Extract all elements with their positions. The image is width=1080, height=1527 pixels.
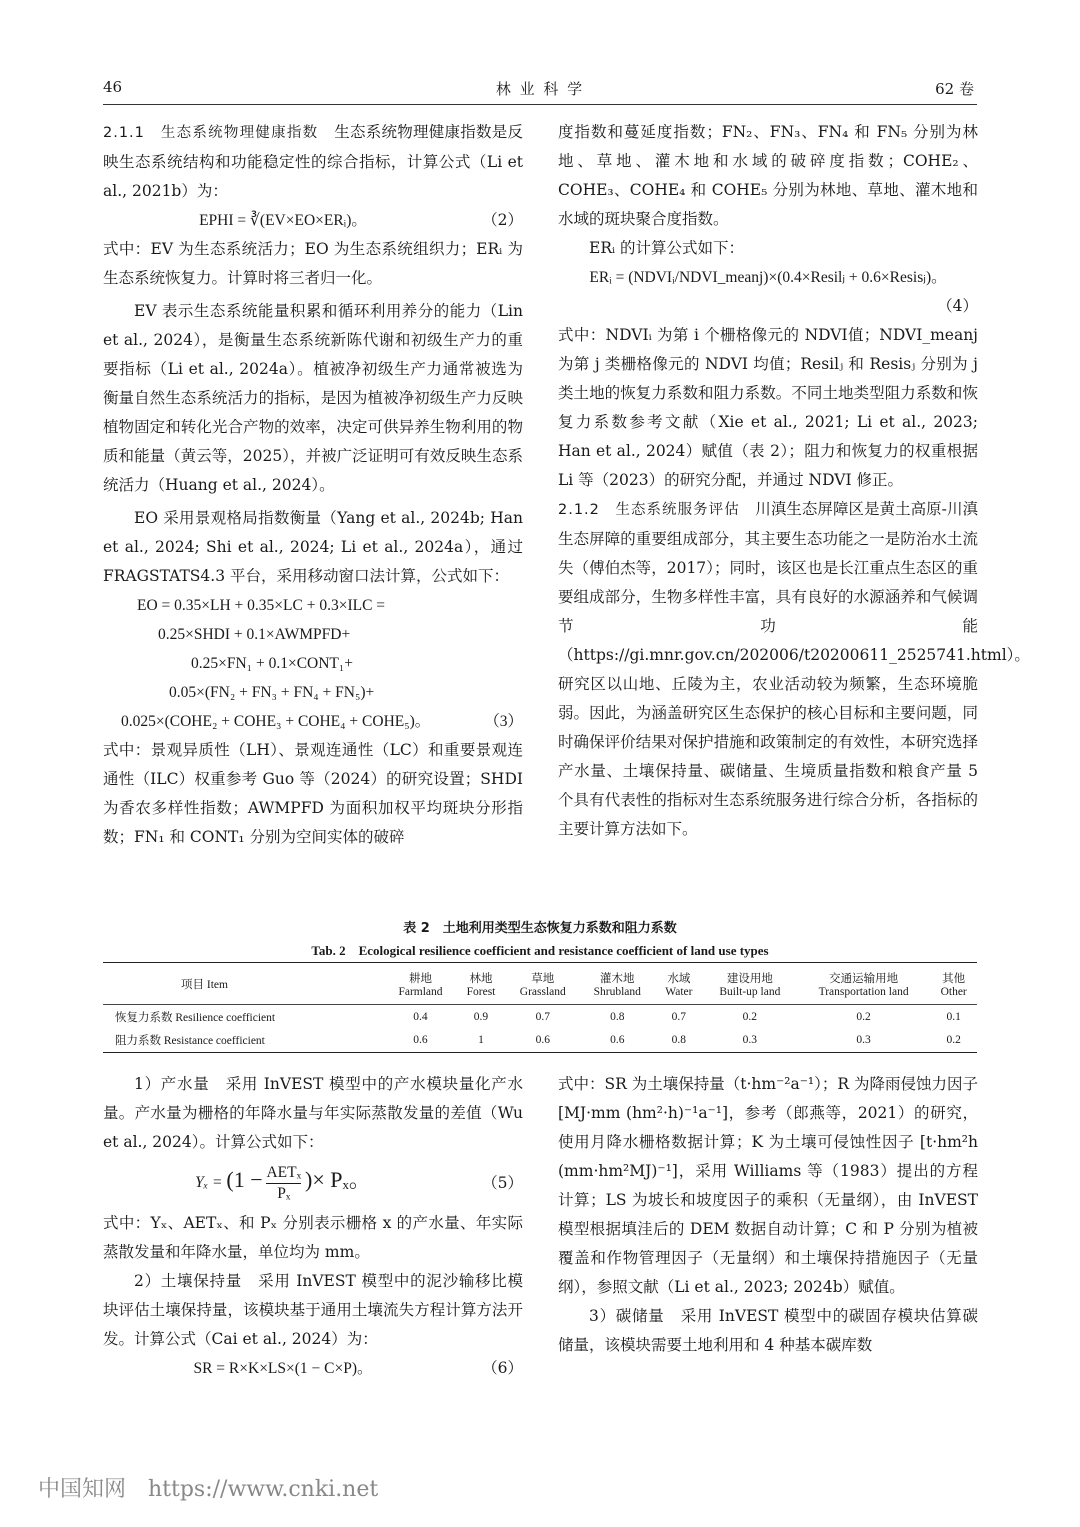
table-header-cell: 草地 Grassland bbox=[519, 972, 566, 998]
table-header-cell: 耕地 Farmland bbox=[398, 972, 443, 998]
table-header-cell: 灌木地 Shrubland bbox=[593, 972, 641, 998]
table-header-row bbox=[103, 963, 977, 1005]
equation-line: EO = 0.35×LH + 0.35×LC + 0.3×ILC = bbox=[137, 597, 386, 614]
paragraph: EO 采用景观格局指数衡量（Yang et al., 2024b; Han et al., 2024; Shi et al., 2024; Li et al., 2024a），通过 FRAGSTATS4.3 平台，采用移动窗口法计算，公式如下： bbox=[103, 509, 523, 585]
cnki-watermark: 中国知网 https://www.cnki.net bbox=[38, 1477, 379, 1502]
paragraph: ERᵢ 的计算公式如下： bbox=[589, 239, 745, 257]
paragraph: 度指数和蔓延度指数；FN₂、FN₃、FN₄ 和 FN₅ 分别为林地、草地、灌木地和水域的破碎度指数；COHE₂、COHE₃、COHE₄ 和 COHE₅ 分别为林地、草地、灌木地和水域的斑块聚合度指数。 bbox=[558, 123, 978, 228]
paragraph: 2）土壤保持量 采用 InVEST 模型中的泥沙输移比模块评估土壤保持量，该模块基于通用土壤流失方程计算方法开发。计算公式（Cai et al., 2024）为： bbox=[103, 1272, 523, 1348]
paragraph: EV 表示生态系统能量积累和循环利用养分的能力（Lin et al., 2024），是衡量生态系统新陈代谢和初级生产力的重要指标（Li et al., 2024a）。植被净初级生产力通常被选为衡量自然生态系统活力的指标，是因为植被净初级生产力反映植物固定和转化光合产物的效率，决定可供异养生物利用的物质和能量（黄云等，2025），并被广泛证明可有效反映生态系统活力（Huang et al., 2024）。 bbox=[103, 302, 523, 494]
section-2-1-2-title: 2.1.2 生态系统服务评估 bbox=[558, 502, 740, 518]
equation-number: （5） bbox=[482, 1173, 523, 1192]
journal-title: 林 业 科 学 bbox=[495, 80, 585, 98]
equation-line: 0.025×(COHE₂ + COHE₃ + COHE₄ + COHE₅)。 bbox=[121, 713, 431, 730]
paragraph: 川滇生态屏障区是黄土高原-川滇生态屏障的重要组成部分，其主要生态功能之一是防治水土流失（傅伯杰等，2017）；同时，该区也是长江重点生态区的重要组成部分，生物多样性丰富，具有良好的水源涵养和气候调节功能（https://gi.mnr.gov.cn/202006/t20200611_2525741.html）。研究区以山地、丘陵为主，农业活动较为频繁，生态环境脆弱。因此，为涵盖研究区生态保护的核心目标和主要问题，同时确保评价结果对保护措施和政策制定的有效性，本研究选择产水量、土壤保持量、碳储量、生境质量指数和粮食产量 5 个具有代表性的指标对生态系统服务进行综合分析，各指标的主要计算方法如下。 bbox=[558, 500, 1030, 838]
paragraph: 式中：SR 为土壤保持量（t·hm⁻²a⁻¹）；R 为降雨侵蚀力因子 [MJ·mm (hm²·h)⁻¹a⁻¹]，参考（郎燕等，2021）的研究，使用月降水栅格数据计算；K 为土壤可侵蚀性因子 [t·hm²h (mm·hm²MJ)⁻¹]，采用 Williams 等（1983）提出的方程计算；LS 为坡长和坡度因子的乘积（无量纲），由 InVEST 模型根据填洼后的 DEM 数据自动计算；C 和 P 分别为植被覆盖和作物管理因子（无量纲）和土壤保持措施因子（无量纲），参照文献（Li et al., 2023; 2024b）赋值。 bbox=[558, 1075, 978, 1296]
equation-4 bbox=[558, 263, 978, 321]
equation-number: （4） bbox=[937, 297, 978, 315]
table-row: 阻力系数 Resistance coefficient 0.6 1 0.6 0.6 0.8 0.3 0.3 0.2 bbox=[115, 1034, 961, 1048]
equation-number: （3） bbox=[484, 713, 523, 730]
left-column bbox=[103, 118, 523, 852]
equation-line: 0.05×(FN₂ + FN₃ + FN₄ + FN₅)+ bbox=[169, 684, 375, 701]
equation-line: 0.25×FN₁ + 0.1×CONT₁+ bbox=[191, 655, 354, 672]
equation-body: EPHI = ∛(EV×EO×ERᵢ)。 bbox=[199, 212, 367, 229]
section-2-1-1-title: 2.1.1 生态系统物理健康指数 bbox=[103, 125, 319, 141]
table-header-cell: 交通运输用地 Transportation land bbox=[818, 972, 909, 998]
right-column bbox=[558, 118, 1030, 844]
page-number: 46 bbox=[103, 78, 123, 96]
paragraph: 式中：景观异质性（LH）、景观连通性（LC）和重要景观连通性（ILC）权重参考 Guo 等（2024）的研究设置；SHDI 为香农多样性指数；AWMPFD 为面积加权平均斑块分形指数；FN₁ 和 CONT₁ 分别为空间实体的破碎 bbox=[103, 741, 523, 846]
equation-number: （6） bbox=[482, 1359, 523, 1377]
volume: 62 卷 bbox=[935, 80, 974, 98]
equation-5: Yₓ = (1 − $\frac{\text{AETₓ}}{\text{Pₓ}}$ )× Pₓ。 （5） bbox=[195, 1163, 523, 1202]
table-header-cell: 水域 Water bbox=[665, 972, 693, 998]
paragraph: 1）产水量 采用 InVEST 模型中的产水模块量化产水量。产水量为栅格的年降水量与年实际蒸散发量的差值（Wu et al., 2024）。计算公式如下： bbox=[103, 1075, 523, 1151]
equation-3 bbox=[103, 591, 523, 736]
paragraph: 式中：Yₓ、AETₓ、和 Pₓ 分别表示栅格 x 的产水量、年实际蒸散发量和年降水量，单位均为 mm。 bbox=[103, 1214, 523, 1261]
header-rule bbox=[103, 104, 977, 105]
table-header-cell: 建设用地 Built-up land bbox=[719, 972, 781, 998]
paragraph: 生态系统物理健康指数是反映生态系统结构和功能稳定性的综合指标，计算公式（Li et al., 2021b）为： bbox=[103, 123, 523, 200]
table-header-cell: 项目 Item bbox=[181, 978, 228, 991]
table-header-cell: 其他 Other bbox=[940, 972, 967, 998]
table-2 bbox=[103, 962, 977, 1053]
paragraph: 式中：EV 为生态系统活力；EO 为生态系统组织力；ERᵢ 为生态系统恢复力。计算时将三者归一化。 bbox=[103, 240, 523, 287]
equation-number: （2） bbox=[482, 211, 523, 229]
left-column-lower bbox=[103, 1070, 523, 1383]
table-caption-en: Tab. 2 Ecological resilience coefficient and resistance coefficient of land use types bbox=[311, 943, 769, 958]
equation-body: SR = R×K×LS×(1 − C×P)。 bbox=[193, 1360, 373, 1377]
right-column-lower bbox=[558, 1070, 978, 1360]
equation-line: 0.25×SHDI + 0.1×AWMPFD+ bbox=[158, 626, 351, 643]
table-header-cell: 林地 Forest bbox=[466, 972, 496, 998]
equation-6 bbox=[103, 1354, 523, 1383]
table-caption-cn: 表 2 土地利用类型生态恢复力系数和阻力系数 bbox=[403, 921, 677, 936]
equation-body: ERᵢ = (NDVIᵢ/NDVI_meanj)×(0.4×Resilⱼ + 0.6×Resisⱼ)。 bbox=[589, 269, 947, 286]
paragraph: 式中：NDVIᵢ 为第 i 个栅格像元的 NDVI值；NDVI_meanj 为第 j 类栅格像元的 NDVI 均值；Resilⱼ 和 Resisⱼ 分别为 j 类土地的恢复力系数和阻力系数。不同土地类型阻力系数和恢复力系数参考文献（Xie et al., 2021; Li et al., 2023; Han et al., 2024）赋值（表 2）；阻力和恢复力的权重根据 Li 等（2023）的研究分配，并通过 NDVI 修正。 bbox=[558, 326, 978, 489]
equation-2 bbox=[103, 206, 523, 235]
table-row: 恢复力系数 Resilience coefficient 0.4 0.9 0.7 0.8 0.7 0.2 0.2 0.1 bbox=[115, 1010, 961, 1024]
paragraph: 3）碳储量 采用 InVEST 模型中的碳固存模块估算碳储量，该模块需要土地利用和 4 种基本碳库数 bbox=[558, 1307, 978, 1354]
